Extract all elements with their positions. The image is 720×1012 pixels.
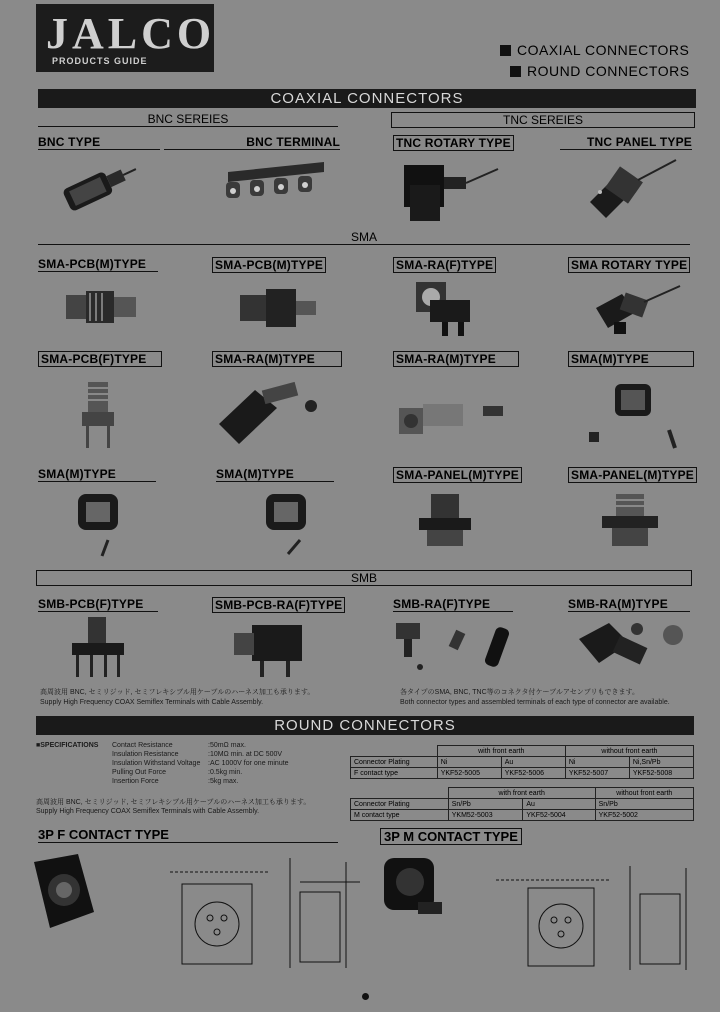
index-item-round: ROUND CONNECTORS	[510, 63, 690, 79]
spec-row: Insulation Resistance :10MΩ min. at DC 500V	[112, 751, 283, 758]
sma-m-connector-parts-image	[585, 378, 685, 453]
label-smb-pcb-ra-f: SMB-PCB-RA(F)TYPE	[212, 597, 345, 613]
table-row: M contact type YKM52-5003 YKF52-5004 YKF52-5002	[351, 810, 694, 821]
spec-row: Pulling Out Force :0.5kg min.	[112, 769, 243, 776]
round-section-title: ROUND CONNECTORS	[36, 716, 694, 735]
note-left-jp: 高周波用 BNC, セミリジッド, セミフレキシブル用ケーブルのハーネス加工も承ります。	[40, 689, 315, 696]
3p-f-technical-drawing	[160, 852, 365, 972]
bullet-square-icon	[500, 45, 511, 56]
label-sma-m-3: SMA(M)TYPE	[216, 467, 334, 482]
sma-rotary-connector-image	[592, 282, 682, 337]
tnc-series-header: TNC SEREIES	[391, 112, 695, 128]
label-smb-ra-f: SMB-RA(F)TYPE	[393, 597, 513, 612]
spec-row: Insertion Force :5kg max.	[112, 778, 239, 785]
note-left-en: Supply High Frequency COAX Semiflex Terminals with Cable Assembly.	[40, 699, 264, 706]
label-sma-panel-m-2: SMA-PANEL(M)TYPE	[568, 467, 697, 483]
smb-series-label: SMB	[350, 571, 377, 585]
label-smb-pcb-f: SMB-PCB(F)TYPE	[38, 597, 158, 612]
sma-series-label: SMA	[350, 230, 377, 244]
label-3p-f-contact: 3P F CONTACT TYPE	[38, 827, 338, 843]
spec-note-jp: 高周波用 BNC, セミリジッド, セミフレキシブル用ケーブルのハーネス加工も承ります。	[36, 799, 311, 806]
label-bnc-type: BNC TYPE	[38, 135, 160, 150]
logo-brand: JALCO	[46, 9, 216, 58]
jalco-logo	[36, 4, 214, 72]
label-sma-m-2: SMA(M)TYPE	[38, 467, 156, 482]
label-sma-m-1: SMA(M)TYPE	[568, 351, 694, 367]
label-sma-rotary: SMA ROTARY TYPE	[568, 257, 690, 273]
label-sma-ra-f: SMA-RA(F)TYPE	[393, 257, 496, 273]
f-contact-table: with front earth without front earth Connector Plating Ni Au Ni Ni,Sn/Pb F contact type YKF52-5005 YKF52-5006 YKF52-5007 YKF52-5008	[350, 745, 694, 779]
label-smb-ra-m: SMB-RA(M)TYPE	[568, 597, 690, 612]
smb-pcb-f-connector-image	[68, 615, 128, 680]
sma-pcb-m-connector-image	[62, 285, 142, 330]
label-tnc-rotary: TNC ROTARY TYPE	[393, 135, 514, 151]
label-tnc-panel: TNC PANEL TYPE	[560, 135, 692, 150]
sma-ra-f-connector-image	[412, 278, 477, 338]
sma-pcb-f-connector-image	[76, 378, 121, 453]
sma-m-connector-image-2	[74, 490, 124, 560]
3p-m-connector-photo	[378, 852, 458, 927]
coaxial-section-title: COAXIAL CONNECTORS	[38, 89, 696, 108]
specifications-heading: ■SPECIFICATIONS	[36, 742, 99, 749]
spec-row: Contact Resistance :50mΩ max.	[112, 742, 246, 749]
3p-m-technical-drawing	[490, 860, 695, 975]
bullet-square-icon	[510, 66, 521, 77]
table-row: Connector Plating Ni Au Ni Ni,Sn/Pb	[351, 757, 694, 768]
label-3p-m-contact: 3P M CONTACT TYPE	[380, 828, 522, 845]
sma-m-connector-image-3	[262, 490, 312, 560]
m-contact-table: with front earth without front earth Connector Plating Sn/Pb Au Sn/Pb M contact type YKM52-5003 YKF52-5004 YKF52-5002	[350, 787, 694, 821]
label-sma-panel-m-1: SMA-PANEL(M)TYPE	[393, 467, 522, 483]
bnc-terminal-strip-image	[218, 158, 328, 208]
spec-row: Insulation Withstand Voltage :AC 1000V for one minute	[112, 760, 289, 767]
label-bnc-terminal: BNC TERMINAL	[164, 135, 340, 150]
sma-series-header	[38, 230, 690, 245]
bnc-series-header: BNC SEREIES	[38, 112, 338, 127]
smb-pcb-ra-f-connector-image	[230, 615, 310, 680]
sma-panel-m-2-connector-image	[600, 490, 660, 550]
sma-pcb-m-2-connector-image	[238, 285, 318, 330]
smb-series-header	[36, 570, 692, 586]
sma-ra-m-pcb-connector-image	[395, 392, 510, 447]
3p-f-connector-photo	[28, 852, 103, 932]
note-right-jp: 各タイプのSMA, BNC, TNC等のコネクタ付ケーブルアセンブリもできます。	[400, 689, 639, 696]
specifications-list	[112, 741, 289, 786]
table-row: Connector Plating Sn/Pb Au Sn/Pb	[351, 799, 694, 810]
table-row: F contact type YKF52-5005 YKF52-5006 YKF52-5007 YKF52-5008	[351, 768, 694, 779]
smb-ra-m-parts-image	[575, 615, 690, 675]
sma-ra-m-cable-connector-image	[215, 380, 325, 450]
label-sma-pcb-f: SMA-PCB(F)TYPE	[38, 351, 162, 367]
spec-note-en: Supply High Frequency COAX Semiflex Terminals with Cable Assembly.	[36, 808, 260, 815]
bnc-type-connector-image	[55, 155, 140, 215]
label-sma-pcb-m-2: SMA-PCB(M)TYPE	[212, 257, 326, 273]
label-sma-pcb-m-1: SMA-PCB(M)TYPE	[38, 257, 158, 272]
tnc-panel-connector-image	[580, 152, 680, 227]
note-right-en: Both connector types and assembled terminals of each type of connector are available.	[400, 699, 670, 706]
page-marker-dot	[362, 993, 369, 1000]
sma-panel-m-connector-image	[415, 490, 475, 550]
tnc-rotary-connector-image	[400, 155, 500, 225]
index-item-coaxial: COAXIAL CONNECTORS	[500, 42, 689, 58]
logo-subtitle: PRODUCTS GUIDE	[52, 56, 148, 66]
label-sma-ra-m-1: SMA-RA(M)TYPE	[212, 351, 342, 367]
label-sma-ra-m-2: SMA-RA(M)TYPE	[393, 351, 519, 367]
smb-ra-f-parts-image	[390, 615, 520, 675]
